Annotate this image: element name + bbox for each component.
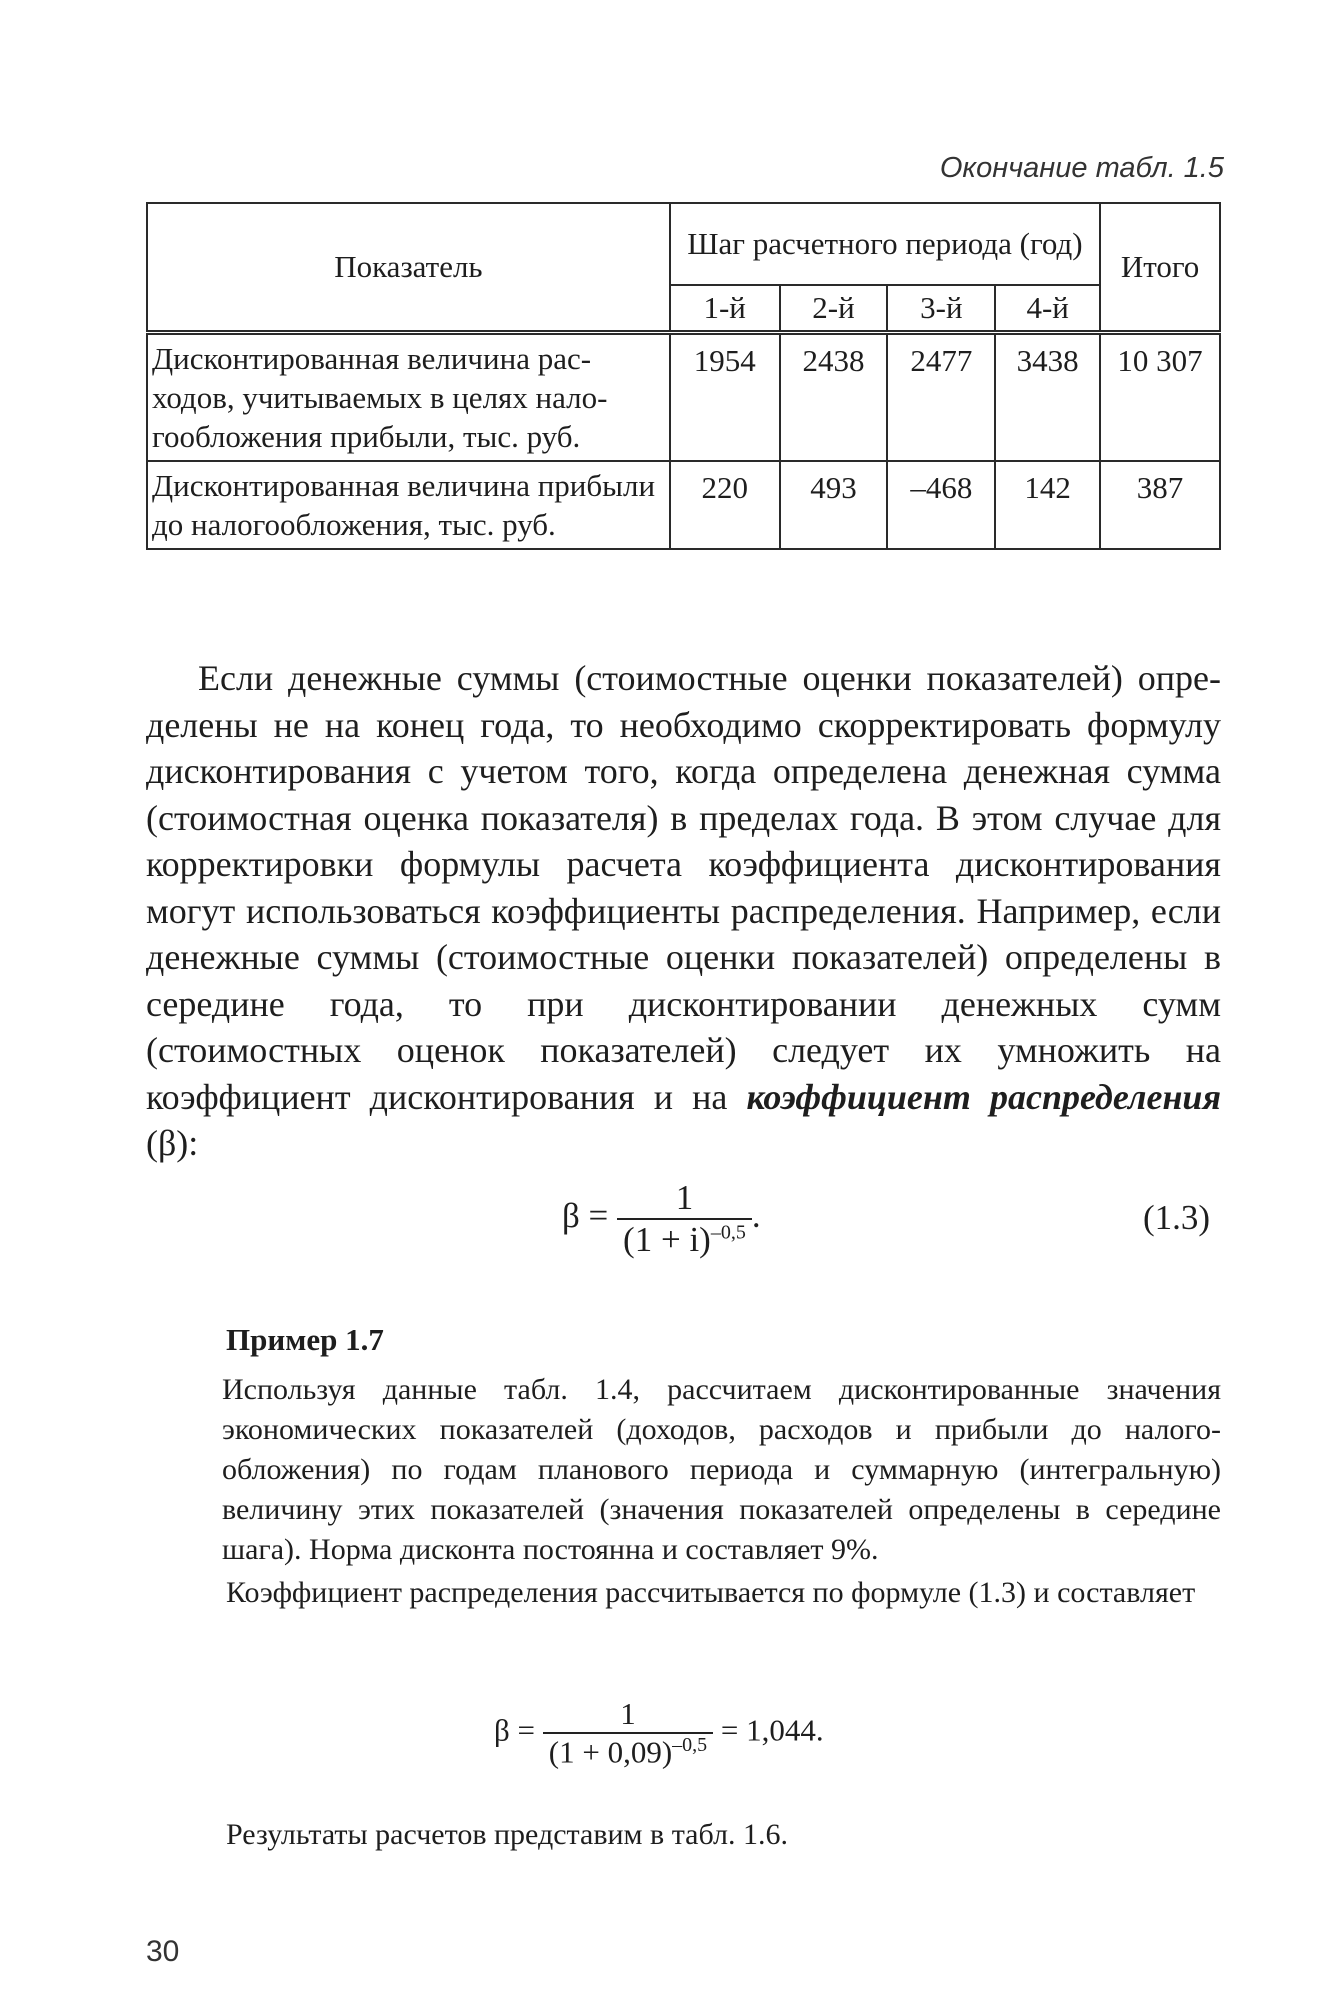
cell-value: 1954 bbox=[670, 333, 780, 462]
body-paragraph bbox=[146, 655, 1221, 1167]
cell-value: –468 bbox=[887, 461, 995, 549]
formula-exponent: –0,5 bbox=[672, 1734, 708, 1756]
paragraph-text: Если денежные суммы (стоимостные оценки показателей) определены не на конец года, то необходимо скорректировать формулу дисконтирования с учетом того, когда определена денежная сумма (стоимостная оценка показателя) в пределах года. В этом случае для корректировки формулы расчета коэффициента дисконтирования могут использоваться коэффициенты распределения. Например, если денежные суммы (стоимостные оценки показателей) определены в середине года, то при дисконтировании денежных сумм (стоимостных оценок показателей) следует их умножить на коэффициент дисконтирования и на bbox=[146, 658, 1221, 1117]
cell-value: 142 bbox=[995, 461, 1100, 549]
formula-fraction bbox=[543, 1696, 713, 1770]
cell-total: 387 bbox=[1100, 461, 1220, 549]
cell-total: 10 307 bbox=[1100, 333, 1220, 462]
paragraph-tail: (β): bbox=[146, 1123, 199, 1163]
formula-denominator bbox=[543, 1734, 713, 1770]
page-number: 30 bbox=[146, 1935, 180, 1968]
formula-numerator: 1 bbox=[543, 1696, 713, 1734]
cell-value: 493 bbox=[780, 461, 888, 549]
table-caption: Окончание табл. 1.5 bbox=[939, 152, 1224, 184]
row-label: Дисконтированная величина расходов, учитываемых в целях налогообложения прибыли, тыс. руб. bbox=[147, 333, 670, 462]
header-step-3: 3-й bbox=[887, 285, 995, 333]
formula-exponent: –0,5 bbox=[710, 1221, 746, 1244]
formula-numerator: 1 bbox=[617, 1178, 752, 1220]
formula-lhs: β = bbox=[562, 1196, 609, 1236]
formula-lhs: β = bbox=[494, 1712, 536, 1748]
formula-beta-value bbox=[494, 1696, 824, 1770]
formula-end: . bbox=[751, 1196, 761, 1236]
table-row bbox=[147, 461, 1220, 549]
header-step-2: 2-й bbox=[780, 285, 888, 333]
header-step-4: 4-й bbox=[995, 285, 1100, 333]
header-step-1: 1-й bbox=[670, 285, 780, 333]
header-total: Итого bbox=[1100, 203, 1220, 333]
example-text: Используя данные табл. 1.4, рассчитаем дисконтированные значения экономических показателей (доходов, расходов и прибыли до налогообложения) по годам планового периода и суммарную (интегральную) величину этих показателей (значения показателей определены в середине шага). Норма дисконта постоянна и составляет 9%. bbox=[222, 1373, 1221, 1566]
cell-value: 2438 bbox=[780, 333, 888, 462]
formula-denominator-base: (1 + i) bbox=[623, 1220, 711, 1259]
example-text-3: Результаты расчетов представим в табл. 1.6. bbox=[226, 1818, 788, 1851]
formula-denominator bbox=[617, 1220, 752, 1260]
formula-result: = 1,044. bbox=[720, 1712, 824, 1748]
formula-1-3 bbox=[562, 1178, 761, 1260]
cell-value: 2477 bbox=[887, 333, 995, 462]
term-distribution-coefficient: коэффициент распределения bbox=[746, 1076, 1221, 1117]
equation-number: (1.3) bbox=[1143, 1198, 1211, 1237]
cell-value: 3438 bbox=[995, 333, 1100, 462]
formula-fraction bbox=[617, 1178, 752, 1260]
example-text-2: Коэффициент распределения рассчитывается по формуле (1.3) и составляет bbox=[226, 1576, 1196, 1609]
table-row bbox=[147, 333, 1220, 462]
cell-value: 220 bbox=[670, 461, 780, 549]
header-period: Шаг расчетного периода (год) bbox=[670, 203, 1100, 285]
row-label: Дисконтированная величина прибыли до налогообложения, тыс. руб. bbox=[147, 461, 670, 549]
formula-denominator-base: (1 + 0,09) bbox=[548, 1734, 673, 1770]
header-indicator: Показатель bbox=[147, 203, 670, 333]
example-title: Пример 1.7 bbox=[226, 1322, 384, 1357]
data-table bbox=[146, 202, 1221, 550]
